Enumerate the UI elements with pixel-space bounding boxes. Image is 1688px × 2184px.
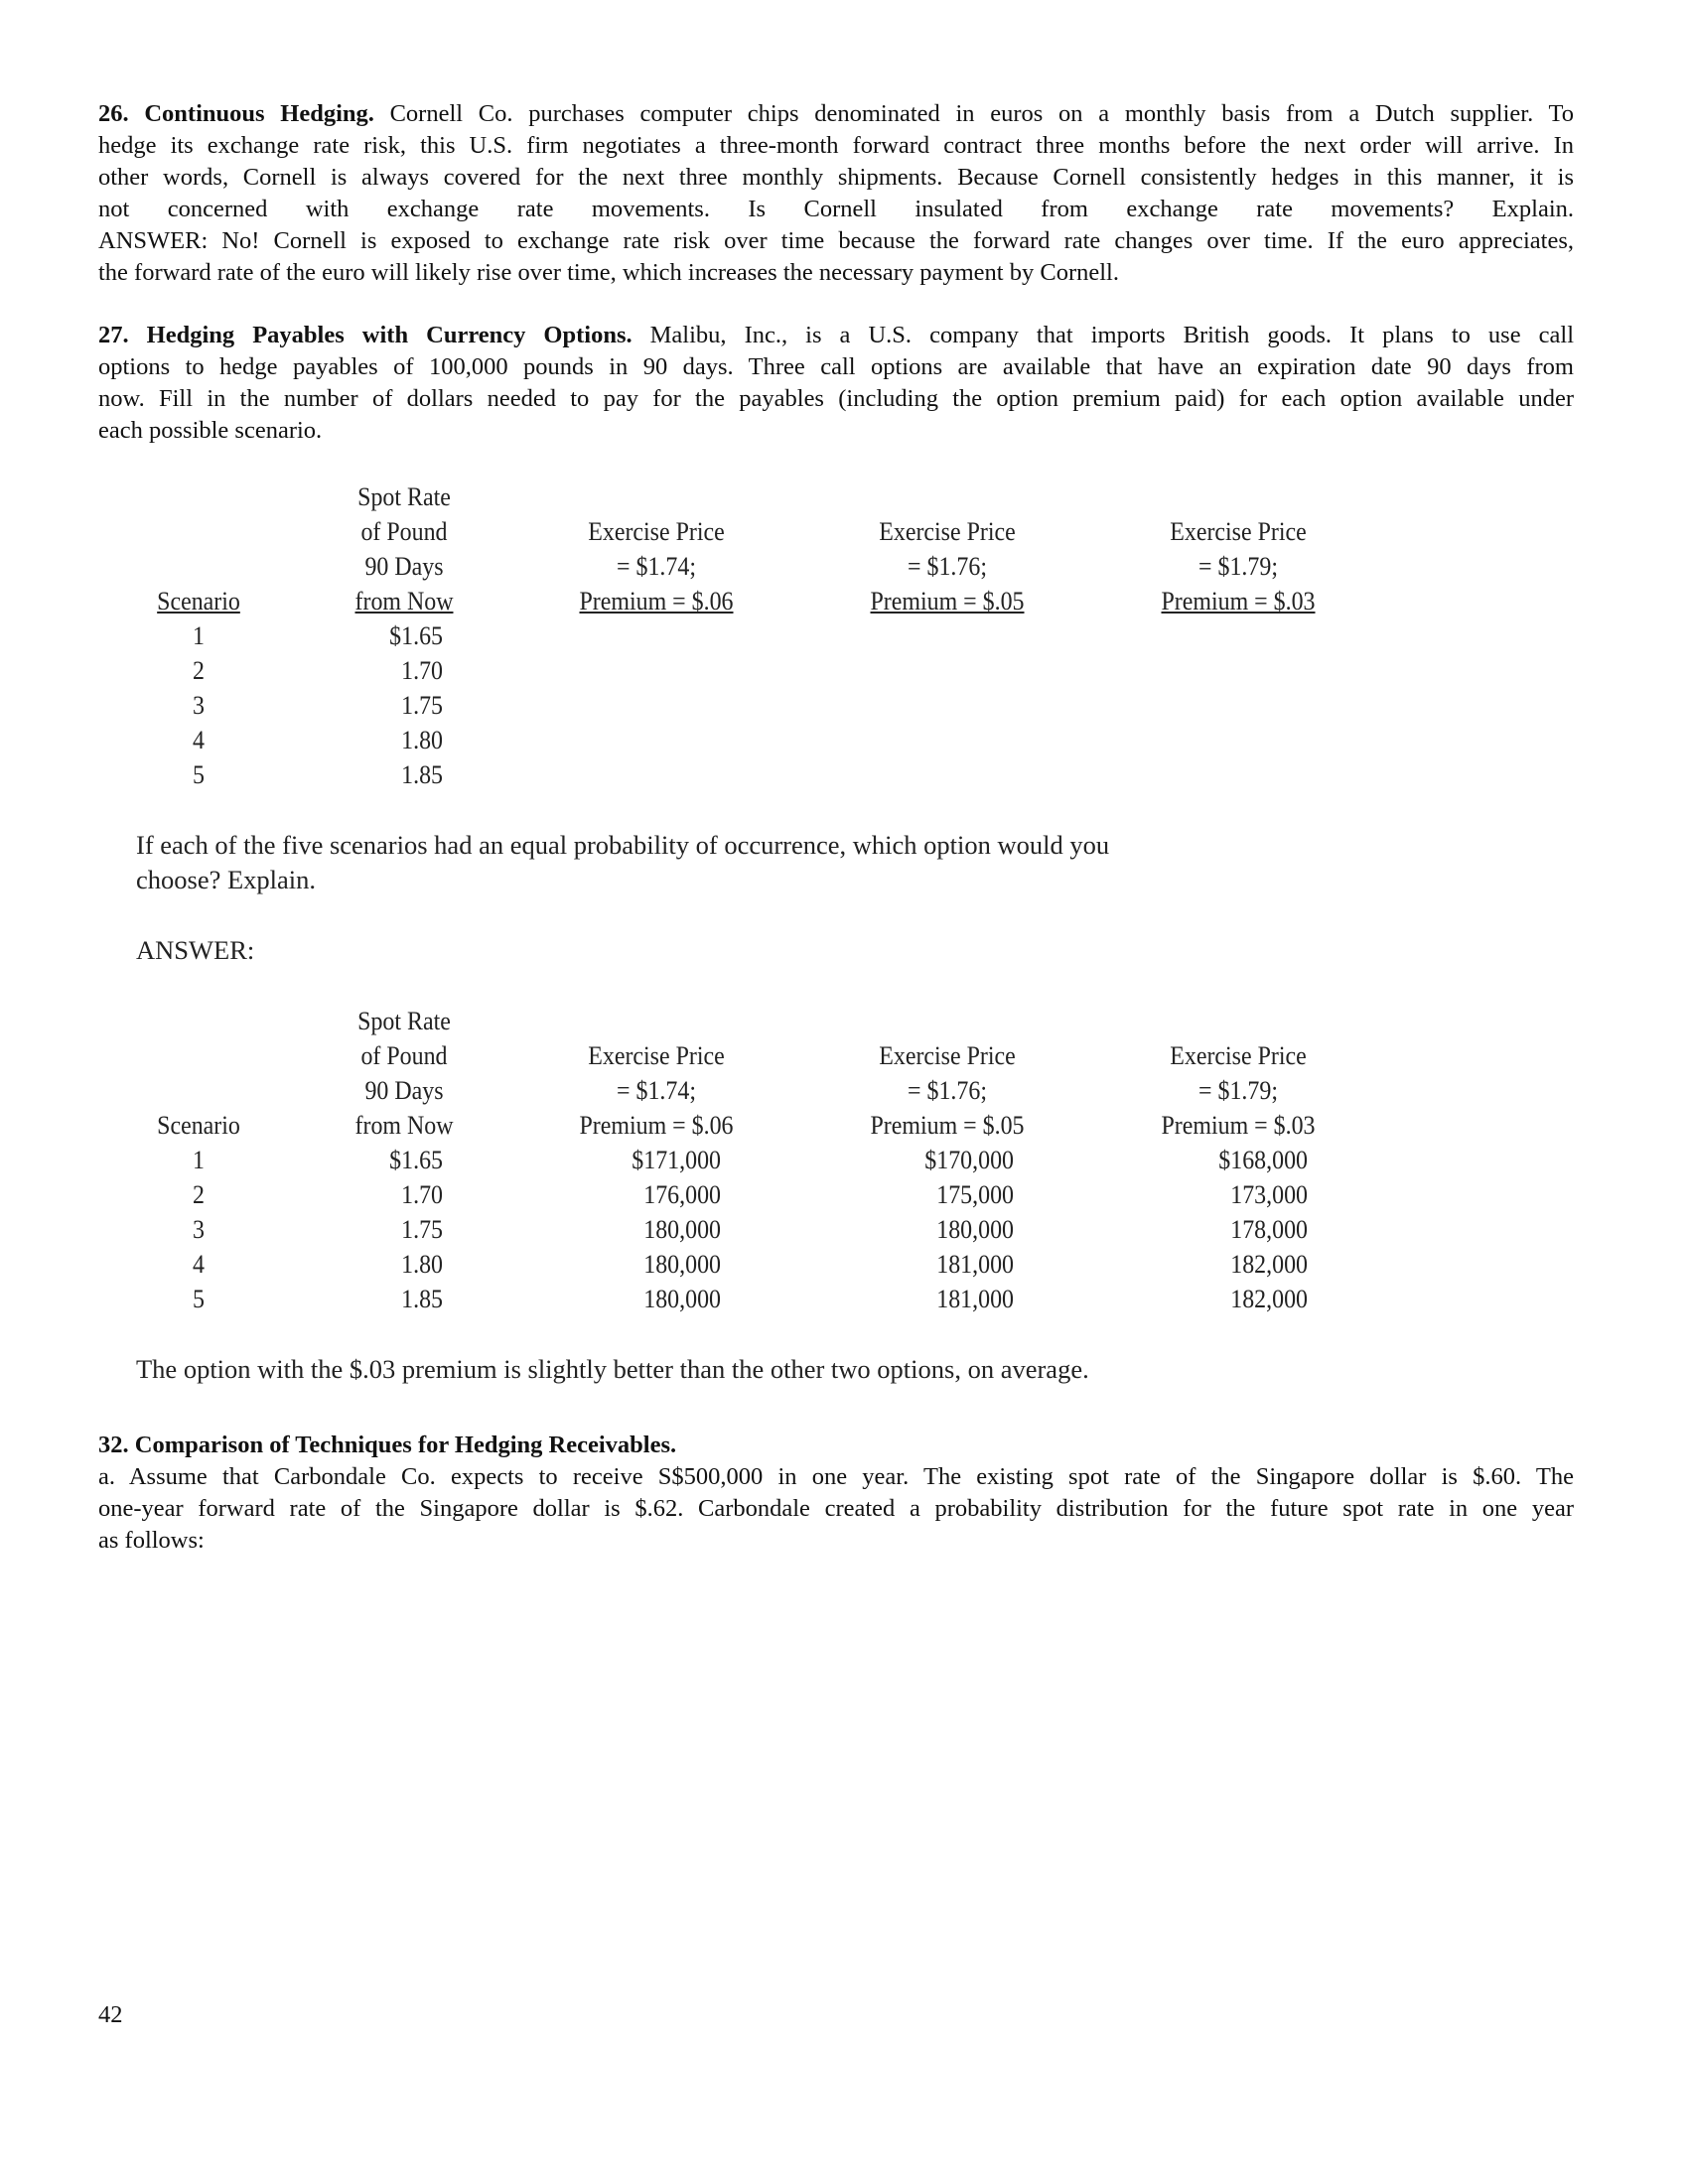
header-opt1: Exercise Price: [588, 517, 725, 546]
scenario-number: 5: [193, 1285, 205, 1313]
text-line: [98, 162, 1574, 194]
header-scenario: Scenario: [157, 1111, 240, 1140]
dollars-needed-opt2: 181,000: [936, 1250, 1014, 1279]
scenario-number: 1: [193, 621, 205, 650]
line-text: other words, Cornell is always covered for the next three monthly shipments. Because Cornell consistently hedges in this manner, it is: [98, 164, 1574, 191]
header-opt3: Premium = $.03: [1161, 587, 1316, 615]
scenario-number: 3: [193, 1215, 205, 1244]
question-lead: 27. Hedging Payables with Currency Options.: [98, 322, 633, 348]
header-spot: from Now: [354, 587, 454, 615]
header-opt3: Exercise Price: [1170, 517, 1307, 546]
header-opt1: Premium = $.06: [579, 1111, 734, 1140]
question-lead: 32. Comparison of Techniques for Hedging Receivables.: [98, 1432, 677, 1458]
question-lead: 26. Continuous Hedging.: [98, 100, 374, 127]
answer-label: ANSWER:: [136, 935, 255, 965]
header-opt1: Premium = $.06: [579, 587, 734, 615]
header-spot: from Now: [354, 1111, 454, 1140]
line-text: hedge its exchange rate risk, this U.S. firm negotiates a three-month forward contract three months before the next order will arrive. In: [98, 132, 1574, 159]
question-27: [98, 320, 1574, 447]
text-line: [98, 130, 1574, 162]
header-opt2: Premium = $.05: [870, 1111, 1025, 1140]
dollars-needed-opt3: $168,000: [1218, 1146, 1308, 1174]
dollars-needed-opt2: $170,000: [924, 1146, 1014, 1174]
dollars-needed-opt3: 182,000: [1230, 1285, 1308, 1313]
header-opt1: Exercise Price: [588, 1041, 725, 1070]
answer-conclusion: The option with the $.03 premium is slightly better than the other two options, on average.: [136, 1354, 1089, 1384]
scenario-number: 2: [193, 656, 205, 685]
dollars-needed-opt3: 178,000: [1230, 1215, 1308, 1244]
dollars-needed-opt3: 173,000: [1230, 1180, 1308, 1209]
header-spot: 90 Days: [364, 1076, 444, 1105]
line-text: options to hedge payables of 100,000 pounds in 90 days. Three call options are available that have an expiration date 90 days from: [98, 353, 1574, 380]
header-scenario: Scenario: [157, 587, 240, 615]
header-opt3: Exercise Price: [1170, 1041, 1307, 1070]
dollars-needed-opt1: 180,000: [643, 1250, 721, 1279]
header-spot: of Pound: [360, 1041, 448, 1070]
line-text: the forward rate of the euro will likely rise over time, which increases the necessary payment by Cornell.: [98, 259, 1119, 286]
spot-rate: $1.65: [389, 621, 443, 650]
dollars-needed-opt3: 182,000: [1230, 1250, 1308, 1279]
header-spot: 90 Days: [364, 552, 444, 581]
header-opt3: = $1.79;: [1198, 552, 1278, 581]
question-26: [98, 98, 1574, 289]
question-27-prompt-line-1: If each of the five scenarios had an equal probability of occurrence, which option would you: [136, 830, 1110, 860]
spot-rate: 1.70: [401, 656, 443, 685]
question-27-prompt-line-2: choose? Explain.: [136, 865, 317, 894]
header-opt3: = $1.79;: [1198, 1076, 1278, 1105]
header-spot: Spot Rate: [357, 482, 451, 511]
page-number: 42: [98, 2001, 123, 2028]
text-line: [98, 415, 1574, 447]
line-text: Cornell Co. purchases computer chips denominated in euros on a monthly basis from a Dutch supplier. To: [373, 100, 1574, 127]
header-opt2: Exercise Price: [879, 1041, 1016, 1070]
spot-rate: 1.70: [401, 1180, 443, 1209]
spot-rate: 1.80: [401, 726, 443, 754]
dollars-needed-opt1: 176,000: [643, 1180, 721, 1209]
scenario-number: 2: [193, 1180, 205, 1209]
spot-rate: 1.75: [401, 1215, 443, 1244]
header-spot: Spot Rate: [357, 1007, 451, 1035]
text-line: as follows:: [98, 1527, 205, 1554]
text-line: [98, 320, 1574, 351]
header-opt3: Premium = $.03: [1161, 1111, 1316, 1140]
dollars-needed-opt2: 175,000: [936, 1180, 1014, 1209]
header-opt2: Premium = $.05: [870, 587, 1025, 615]
text-line: [98, 194, 1574, 225]
text-line: one-year forward rate of the Singapore dollar is $.62. Carbondale created a probability distribution for the future spot rate in one year: [98, 1495, 1574, 1522]
scenario-number: 4: [193, 726, 205, 754]
dollars-needed-opt1: 180,000: [643, 1215, 721, 1244]
text-line: [98, 351, 1574, 383]
text-line: [98, 257, 1574, 289]
spot-rate: 1.85: [401, 1285, 443, 1313]
line-text: not concerned with exchange rate movements. Is Cornell insulated from exchange rate movements? Explain.: [98, 196, 1574, 222]
question-32-heading: [98, 1430, 1574, 1461]
dollars-needed-opt1: 180,000: [643, 1285, 721, 1313]
scenario-number: 4: [193, 1250, 205, 1279]
header-opt1: = $1.74;: [617, 552, 696, 581]
scenario-number: 1: [193, 1146, 205, 1174]
text-line: a. Assume that Carbondale Co. expects to receive S$500,000 in one year. The existing spot rate of the Singapore dollar is $.60. The: [98, 1463, 1574, 1490]
scenario-number: 3: [193, 691, 205, 720]
dollars-needed-opt2: 180,000: [936, 1215, 1014, 1244]
question-32: [98, 1430, 1574, 1557]
scenario-number: 5: [193, 760, 205, 789]
header-opt2: Exercise Price: [879, 517, 1016, 546]
header-spot: of Pound: [360, 517, 448, 546]
header-opt1: = $1.74;: [617, 1076, 696, 1105]
spot-rate: 1.85: [401, 760, 443, 789]
header-opt2: = $1.76;: [908, 552, 987, 581]
line-text: each possible scenario.: [98, 417, 323, 444]
spot-rate: 1.75: [401, 691, 443, 720]
text-line: [98, 98, 1574, 130]
text-line: [98, 225, 1574, 257]
line-text: ANSWER: No! Cornell is exposed to exchange rate risk over time because the forward rate changes over time. If the euro appreciates,: [98, 227, 1574, 254]
header-opt2: = $1.76;: [908, 1076, 987, 1105]
line-text: Malibu, Inc., is a U.S. company that imports British goods. It plans to use call: [632, 322, 1574, 348]
spot-rate: $1.65: [389, 1146, 443, 1174]
text-line: [98, 383, 1574, 415]
line-text: now. Fill in the number of dollars needed to pay for the payables (including the option premium paid) for each option available under: [98, 385, 1574, 412]
dollars-needed-opt1: $171,000: [632, 1146, 721, 1174]
spot-rate: 1.80: [401, 1250, 443, 1279]
dollars-needed-opt2: 181,000: [936, 1285, 1014, 1313]
